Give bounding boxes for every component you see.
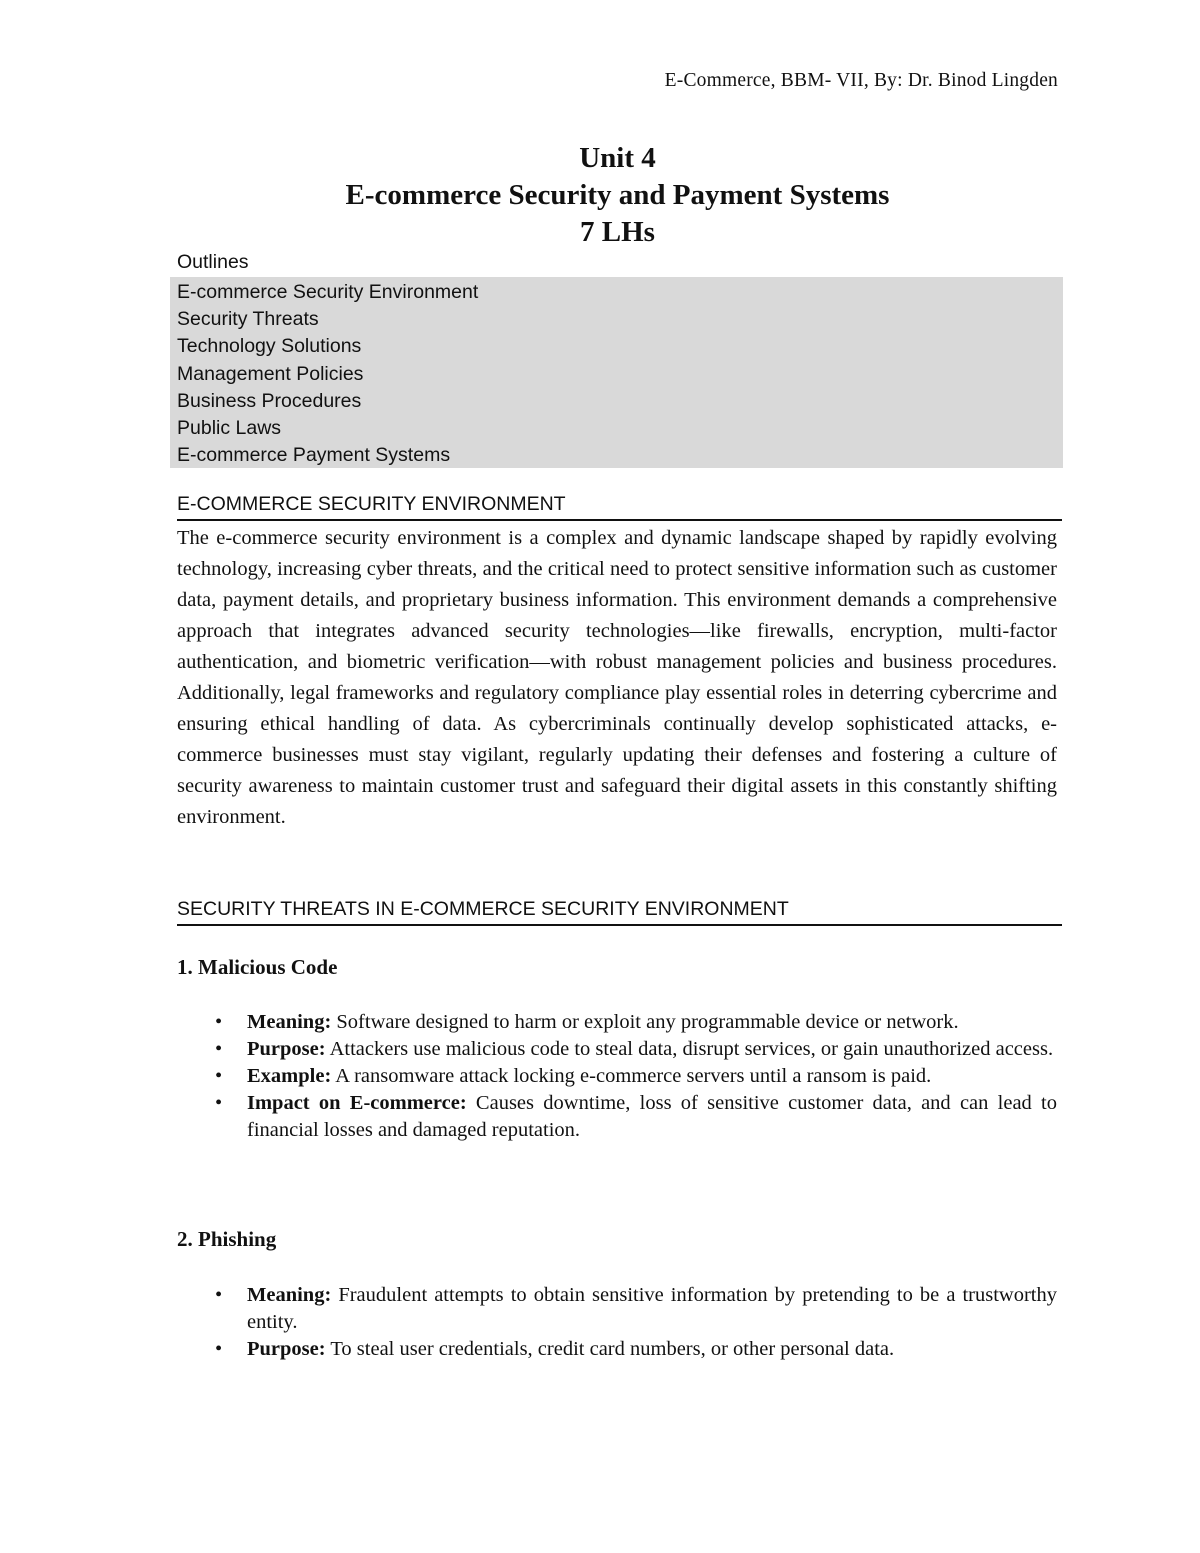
bullet-label: Purpose: <box>247 1038 326 1060</box>
bullet-icon: • <box>215 1092 223 1114</box>
bullet-label: Example: <box>247 1065 332 1087</box>
phishing-bullets <box>177 1282 1057 1363</box>
bullet-label: Meaning: <box>247 1284 332 1306</box>
outline-item: E-commerce Security Environment <box>177 281 479 303</box>
bullet-icon: • <box>215 1011 223 1033</box>
bullet-text: Causes downtime, loss of sensitive customer data, and can lead to financial losses and damaged reputation. <box>247 1092 1057 1141</box>
bullet-text: Fraudulent attempts to obtain sensitive information by pretending to be a trustworthy entity. <box>247 1284 1057 1333</box>
threat-heading-malicious-code: 1. Malicious Code <box>177 955 338 979</box>
outline-item: Management Policies <box>177 362 364 385</box>
bullet-label: Impact on E-commerce: <box>247 1092 467 1114</box>
security-environment-paragraph: The e-commerce security environment is a complex and dynamic landscape shaped by rapidly evolving technology, increasing cyber threats, and the critical need to protect sensitive information such as customer data, payment details, and proprietary business information. This environment demands a comprehensive approach that integrates advanced security technologies—like firewalls, encryption, multi-factor authentication, and biometric verification—with robust management policies and business procedures. Additionally, legal frameworks and regulatory compliance play essential roles in deterring cybercrime and ensuring ethical handling of data. As cybercriminals continually develop sophisticated attacks, e-commerce businesses must stay vigilant, regularly updating their defenses and fostering a culture of security awareness to maintain customer trust and safeguard their digital assets in this constantly shifting environment. <box>177 527 1057 828</box>
bullet-text: A ransomware attack locking e-commerce servers until a ransom is paid. <box>331 1065 932 1087</box>
bullet-text: Software designed to harm or exploit any programmable device or network. <box>331 1011 959 1033</box>
bullet-icon: • <box>215 1284 223 1306</box>
outline-item: Business Procedures <box>177 389 362 412</box>
section-heading-security-environment: E-COMMERCE SECURITY ENVIRONMENT <box>177 493 1062 521</box>
bullet-icon: • <box>215 1065 223 1087</box>
list-item <box>177 1336 1057 1363</box>
list-item <box>177 1009 1057 1036</box>
list-item <box>177 1036 1057 1063</box>
threat-heading-phishing: 2. Phishing <box>177 1227 277 1251</box>
list-item <box>177 1063 1057 1090</box>
unit-number: Unit 4 <box>579 142 656 174</box>
malicious-code-bullets <box>177 1009 1057 1144</box>
unit-title-block <box>0 140 1200 251</box>
outline-item: Technology Solutions <box>177 335 362 358</box>
outline-item: Security Threats <box>177 308 319 331</box>
bullet-label: Purpose: <box>247 1338 326 1360</box>
list-item <box>177 1282 1057 1336</box>
bullet-text: Attackers use malicious code to steal data, disrupt services, or gain unauthorized access. <box>325 1038 1054 1060</box>
outline-item: E-commerce Payment Systems <box>177 444 451 467</box>
outline-list <box>170 277 1063 469</box>
running-header: E-Commerce, BBM- VII, By: Dr. Binod Lingden <box>664 70 1058 91</box>
lecture-hours: 7 LHs <box>580 216 655 248</box>
bullet-icon: • <box>215 1038 223 1060</box>
section-heading-security-threats: SECURITY THREATS IN E-COMMERCE SECURITY ENVIRONMENT <box>177 898 1062 926</box>
unit-name: E-commerce Security and Payment Systems <box>345 179 890 211</box>
list-item <box>177 1090 1057 1144</box>
bullet-icon: • <box>215 1338 223 1360</box>
bullet-text: To steal user credentials, credit card numbers, or other personal data. <box>325 1338 895 1360</box>
bullet-label: Meaning: <box>247 1011 332 1033</box>
outline-box <box>170 277 1063 468</box>
outline-item: Public Laws <box>177 417 282 440</box>
outlines-label: Outlines <box>177 251 249 273</box>
